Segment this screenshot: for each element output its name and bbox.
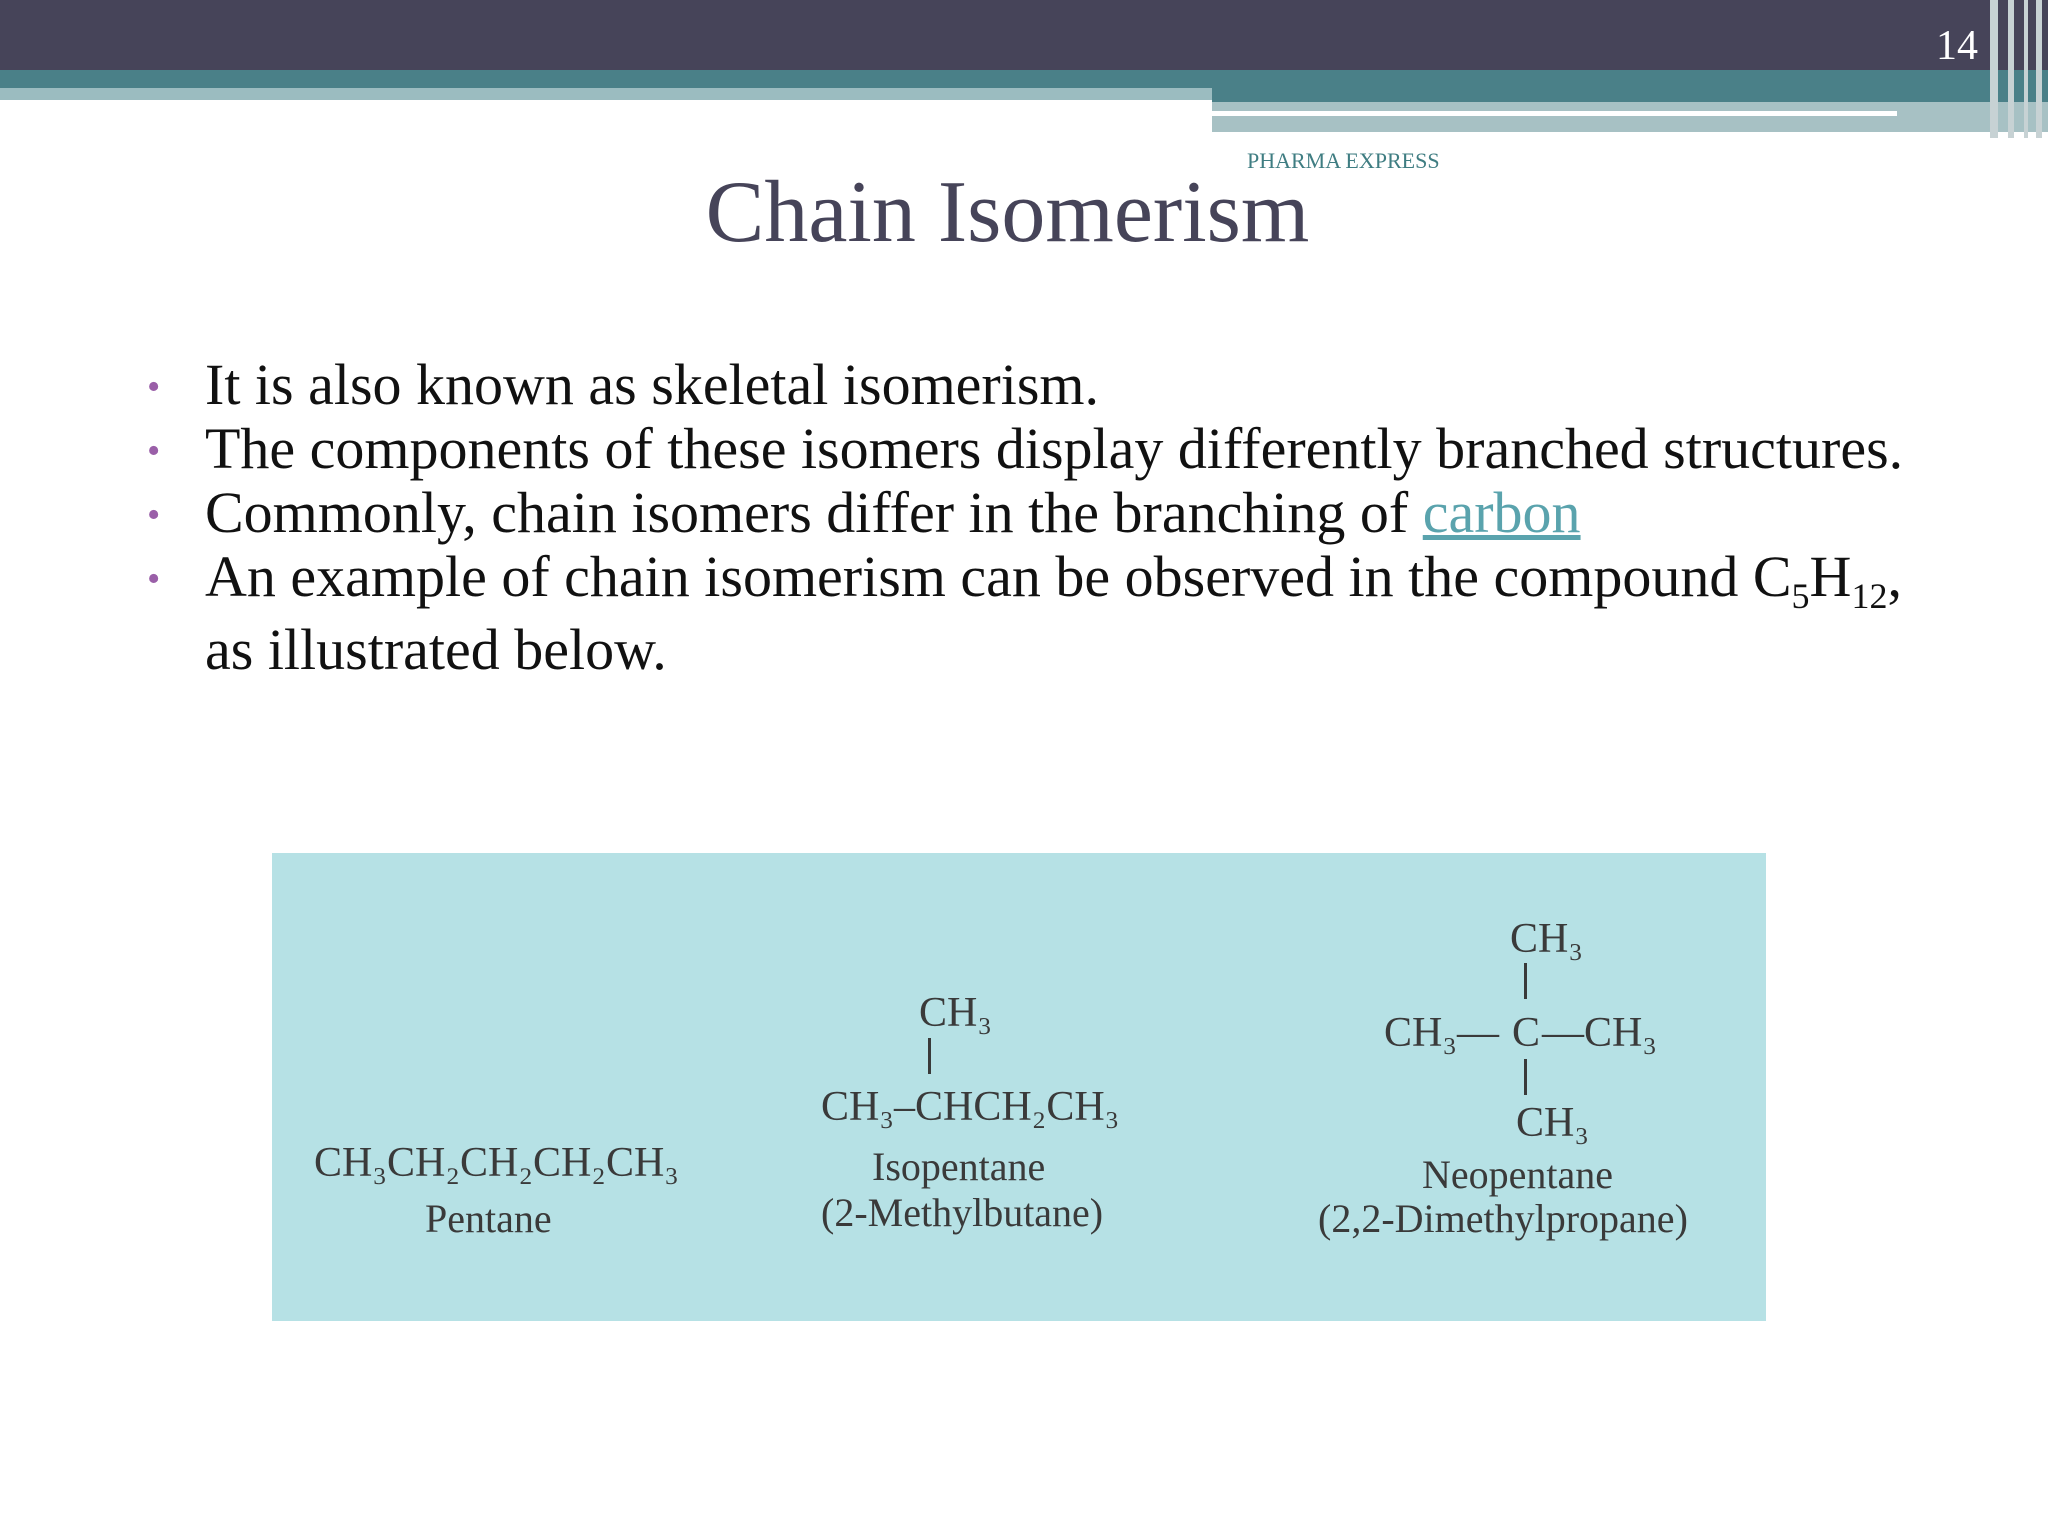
bullet-icon: • [147, 558, 161, 600]
header-band-right [1212, 88, 2048, 102]
bullet-item [145, 352, 1925, 417]
header-stripe [2024, 0, 2028, 138]
neopentane-center: C [1512, 1010, 1541, 1056]
isopentane-bond [928, 1038, 931, 1074]
carbon-link[interactable]: carbon [1422, 480, 1581, 545]
header-divider-line [1212, 111, 1897, 116]
pentane-name: Pentane [425, 1196, 552, 1241]
bullet-text-after: , as illustrated below. [205, 544, 1902, 682]
bullet-text: Commonly, chain isomers differ in the branching of [205, 480, 1423, 545]
slide-title: Chain Isomerism [705, 164, 1310, 261]
bullet-text: The components of these isomers display differently branched structures. [205, 416, 1904, 481]
neopentane-bond-top [1524, 963, 1527, 999]
bullet-icon: • [147, 494, 161, 536]
header-band-light [0, 88, 1212, 100]
neopentane-bottom: CH₃ [1516, 1100, 1589, 1146]
neopentane-iupac: (2,2-Dimethylpropane) [1318, 1196, 1688, 1241]
isopentane-branch: CH₃ [919, 990, 992, 1036]
formula-c-sub: 5 [1791, 576, 1810, 616]
neopentane-name: Neopentane [1422, 1152, 1614, 1197]
isopentane-formula: CH₃–CHCH₂CH₃ [821, 1084, 1120, 1130]
header-band-dark [0, 0, 2048, 70]
formula-h-sub: 12 [1851, 576, 1888, 616]
isomer-figure [272, 853, 1766, 1321]
header-stripe [1990, 0, 1998, 138]
slide-number: 14 [1936, 23, 1978, 69]
neopentane-bond-bottom [1524, 1059, 1527, 1095]
header-divider-short [1650, 132, 1980, 138]
bullet-icon: • [147, 430, 161, 472]
header-stripe [2008, 0, 2014, 138]
watermark-text: PHARMA EXPRESS [1247, 148, 1440, 173]
header-stripe [2036, 0, 2042, 138]
formula-c: C [1752, 544, 1792, 609]
bullet-item [145, 544, 1925, 682]
header-band-teal [0, 70, 2048, 88]
bullet-item [145, 480, 1925, 545]
bullet-icon: • [147, 366, 161, 408]
bullet-list [145, 352, 1925, 687]
isopentane-iupac: (2-Methylbutane) [821, 1190, 1104, 1235]
pentane-formula: CH₃CH₂CH₂CH₂CH₃ [314, 1140, 679, 1186]
neopentane-right: —CH₃ [1542, 1010, 1657, 1056]
isopentane-name: Isopentane [872, 1144, 1046, 1189]
bullet-item [145, 416, 1925, 481]
header-band-right-light [1212, 102, 2048, 132]
neopentane-left: CH₃— [1384, 1010, 1499, 1056]
bullet-text: An example of chain isomerism can be observed in the compound [205, 544, 1753, 609]
formula-h: H [1809, 544, 1852, 609]
bullet-text: It is also known as skeletal isomerism. [205, 352, 1100, 417]
neopentane-top: CH₃ [1510, 916, 1583, 962]
